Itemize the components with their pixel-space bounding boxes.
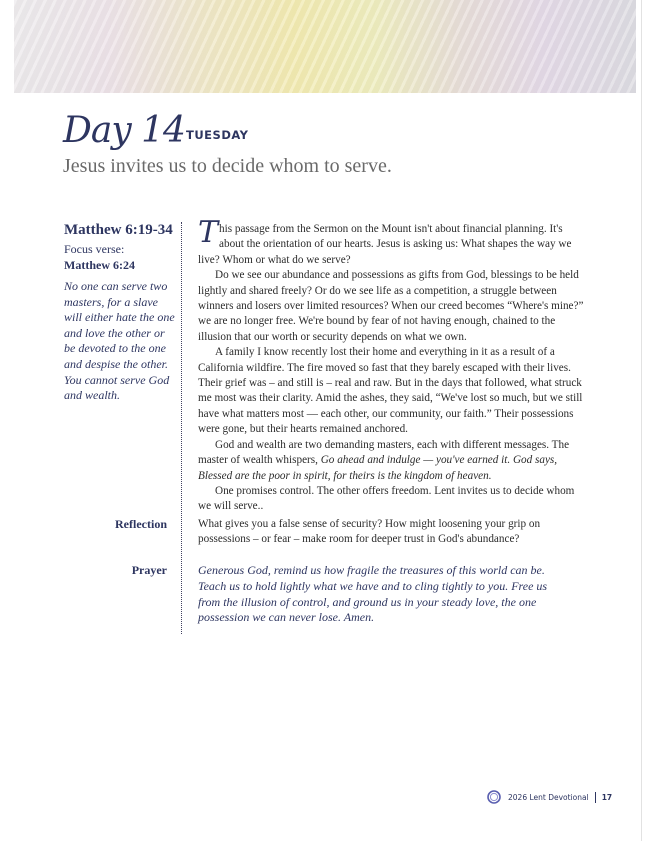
paragraph-1-text: his passage from the Sermon on the Mount isn't about financial planning. It's about the orientation of our hearts. Jesus is asking us: What shapes the way we live? Whom or what do we serve? — [198, 223, 572, 266]
reflection-text: What gives you a false sense of security? How might loosening your grip on possessions – or fear – make room for deeper trust in God's abundance? — [198, 518, 541, 546]
focus-verse-reference: Matthew 6:24 — [64, 258, 135, 272]
day-heading — [63, 111, 185, 151]
focus-verse-label: Focus verse: — [64, 242, 125, 256]
paragraph-4 — [198, 438, 584, 484]
scripture-reference: Matthew 6:19-34 — [64, 222, 173, 238]
reflection-label: Reflection — [115, 517, 167, 531]
paragraph-4-text: God and wealth are two demanding masters, each with different messages. The master of wealth whispers, — [198, 438, 570, 467]
footer-separator — [595, 792, 596, 803]
paragraph-5: One promises control. The other offers freedom. Lent invites us to decide whom we will serve.. — [198, 484, 575, 513]
drop-cap: T — [198, 215, 219, 250]
dotted-divider — [181, 222, 182, 634]
page-number: 17 — [601, 792, 613, 802]
focus-verse-quote: No one can serve two masters, for a slave will either hate the one and love the other or be devoted to the one and despise the other. You cannot serve God and wealth. — [64, 279, 175, 403]
page-footer — [487, 788, 612, 806]
page-subtitle: Jesus invites us to decide whom to serve. — [63, 155, 392, 177]
paragraph-4-italic: Go ahead and indulge — you've earned it. God says, Blessed are the poor in spirit, for theirs is the kingdom of heaven. — [198, 454, 558, 482]
day-of-week: TUESDAY — [186, 128, 249, 142]
page-edge-rule — [641, 0, 642, 841]
paragraph-2: Do we see our abundance and possessions as gifts from God, blessings to be held lightly and shared freely? Or do we see life as a competition, a struggle between winners and losers over limited resources? When our creed becomes “Where's mine?” we are no longer free. We're bound by fear of not having enough, chained to the illusion that our worth or security depends on what we own. — [198, 269, 584, 343]
header-banner-image — [14, 0, 636, 93]
scripture-sidebar — [64, 222, 176, 404]
circle-logo-icon — [487, 790, 501, 804]
devotional-body — [198, 215, 584, 515]
prayer-label: Prayer — [131, 563, 167, 577]
paragraph-1 — [198, 215, 584, 268]
footer-title: 2026 Lent Devotional — [508, 792, 589, 802]
paragraph-3: A family I know recently lost their home and everything in it as a result of a California wildfire. The fire moved so fast that they barely escaped with their lives. Their grief was – and still is – real and raw. But in the days that followed, what struck me most was their clarity. Amid the ashes, they said, “We've lost so much, but we still have what matters most — each other, our community, our faith.” Their possessions were gone, but their hearts remained anchored. — [198, 346, 583, 436]
day-label: Day 14 — [63, 110, 185, 151]
prayer-text: Generous God, remind us how fragile the treasures of this world can be. Teach us to hold lightly what we have and to cling tightly to you. Free us from the illusion of control, and ground us in your steady love, the one possession we can never lose. Amen. — [198, 563, 548, 625]
